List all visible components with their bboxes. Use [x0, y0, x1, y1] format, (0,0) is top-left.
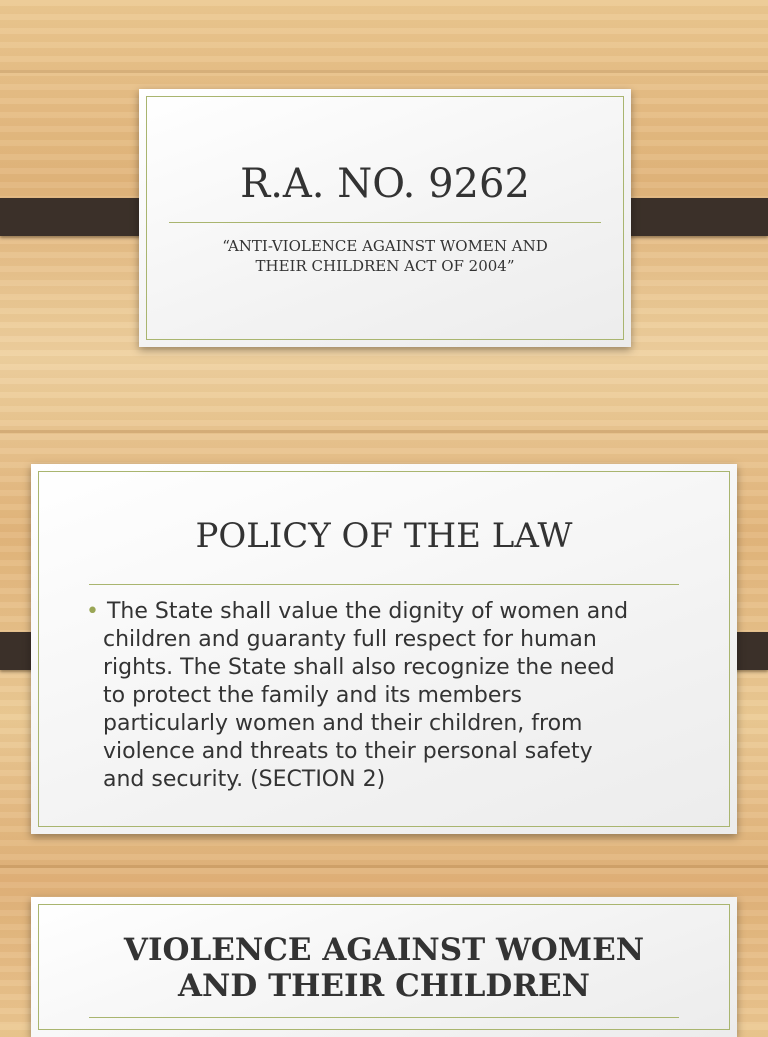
title-line-2: AND THEIR CHILDREN — [178, 968, 590, 1004]
subtitle-line-2: THEIR CHILDREN ACT OF 2004” — [255, 257, 515, 275]
card-border — [146, 96, 624, 340]
bullet-line: The State shall value the dignity of women and — [106, 599, 629, 624]
bullet-line: violence and threats to their personal safety — [103, 739, 593, 764]
bullet-line: rights. The State shall also recognize the need — [103, 655, 615, 680]
bullet-line: to protect the family and its members — [103, 683, 522, 708]
bullet-line: particularly women and their children, from — [103, 711, 583, 736]
violence-slide-card — [31, 897, 737, 1037]
wood-grain-line — [0, 430, 768, 433]
bullet-line: and security. (SECTION 2) — [103, 767, 386, 792]
bullet-item — [86, 598, 628, 794]
slide-title — [31, 932, 737, 1004]
title-divider — [89, 1017, 679, 1018]
subtitle-line-1: “ANTI-VIOLENCE AGAINST WOMEN AND — [222, 237, 548, 255]
right-strap — [612, 198, 768, 236]
slide-title: POLICY OF THE LAW — [195, 516, 573, 556]
wood-grain-line — [0, 70, 768, 73]
bullet-line: children and guaranty full respect for human — [103, 627, 597, 652]
title-divider — [89, 584, 679, 585]
policy-slide-card — [31, 464, 737, 834]
title-slide-card — [139, 89, 631, 347]
wood-grain-line — [0, 865, 768, 868]
title-line-1: VIOLENCE AGAINST WOMEN — [123, 932, 645, 968]
title-divider — [169, 222, 601, 223]
slide-subtitle — [139, 236, 631, 276]
slide-title: R.A. NO. 9262 — [240, 161, 530, 207]
bullet-icon: • — [86, 599, 99, 624]
left-strap — [0, 198, 158, 236]
